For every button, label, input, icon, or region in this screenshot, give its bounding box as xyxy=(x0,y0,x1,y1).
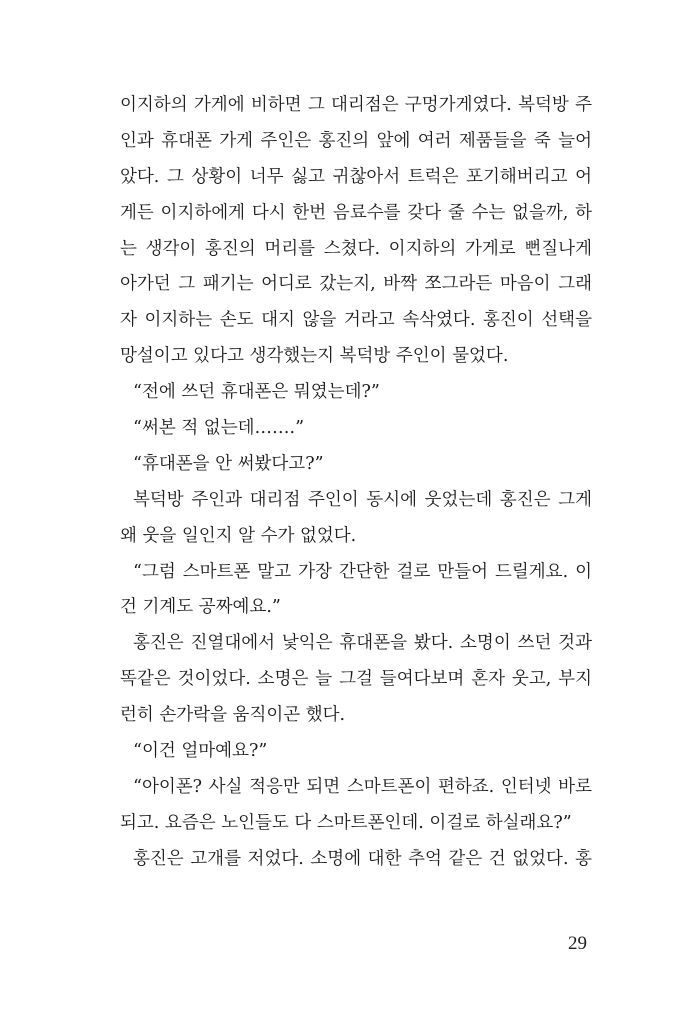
text-line: “아이폰? 사실 적응만 되면 스마트폰이 편하죠. 인터넷 바로 xyxy=(133,776,592,797)
text-line: 았다. 그 상황이 너무 싫고 귀찮아서 트럭은 포기해버리고 어 xyxy=(120,166,592,187)
text-line: 홍진은 진열대에서 낯익은 휴대폰을 봤다. 소명이 쓰던 것과 xyxy=(133,633,592,654)
text-line: 홍진은 고개를 저었다. 소명에 대한 추억 같은 건 없었다. 홍 xyxy=(133,848,592,869)
body-text xyxy=(120,88,592,878)
text-line: 복덕방 주인과 대리점 주인이 동시에 웃었는데 홍진은 그게 xyxy=(133,489,592,510)
text-line: 게든 이지하에게 다시 한번 음료수를 갖다 줄 수는 없을까, 하 xyxy=(120,202,592,223)
text-line: 는 생각이 홍진의 머리를 스쳤다. 이지하의 가게로 뻔질나게 xyxy=(120,238,592,259)
text-line: 건 기계도 공짜예요.” xyxy=(120,597,281,618)
text-line: 자 이지하는 손도 대지 않을 거라고 속삭였다. 홍진이 선택을 xyxy=(120,310,592,331)
text-line: “써본 적 없는데…….” xyxy=(133,418,305,439)
text-line: 망설이고 있다고 생각했는지 복덕방 주인이 물었다. xyxy=(120,346,509,367)
text-line: “그럼 스마트폰 말고 가장 간단한 걸로 만들어 드릴게요. 이 xyxy=(133,561,592,582)
text-line: 아가던 그 패기는 어디로 갔는지, 바짝 쪼그라든 마음이 그래 xyxy=(120,274,592,295)
text-line: 인과 휴대폰 가게 주인은 홍진의 앞에 여러 제품들을 죽 늘어 xyxy=(120,130,592,151)
text-line: 런히 손가락을 움직이곤 했다. xyxy=(120,705,346,726)
text-line: “전에 쓰던 휴대폰은 뭐였는데?” xyxy=(133,382,380,403)
text-line: 이지하의 가게에 비하면 그 대리점은 구멍가게였다. 복덕방 주 xyxy=(120,95,592,115)
text-line: “이건 얼마예요?” xyxy=(133,741,268,762)
text-line: “휴대폰을 안 써봤다고?” xyxy=(133,453,324,474)
text-line: 똑같은 것이었다. 소명은 늘 그걸 들여다보며 혼자 웃고, 부지 xyxy=(120,669,592,690)
page-number: 29 xyxy=(568,933,587,954)
text-line: 되고. 요즘은 노인들도 다 스마트폰인데. 이걸로 하실래요?” xyxy=(120,812,572,833)
text-line: 왜 웃을 일인지 알 수가 없었다. xyxy=(120,525,357,546)
